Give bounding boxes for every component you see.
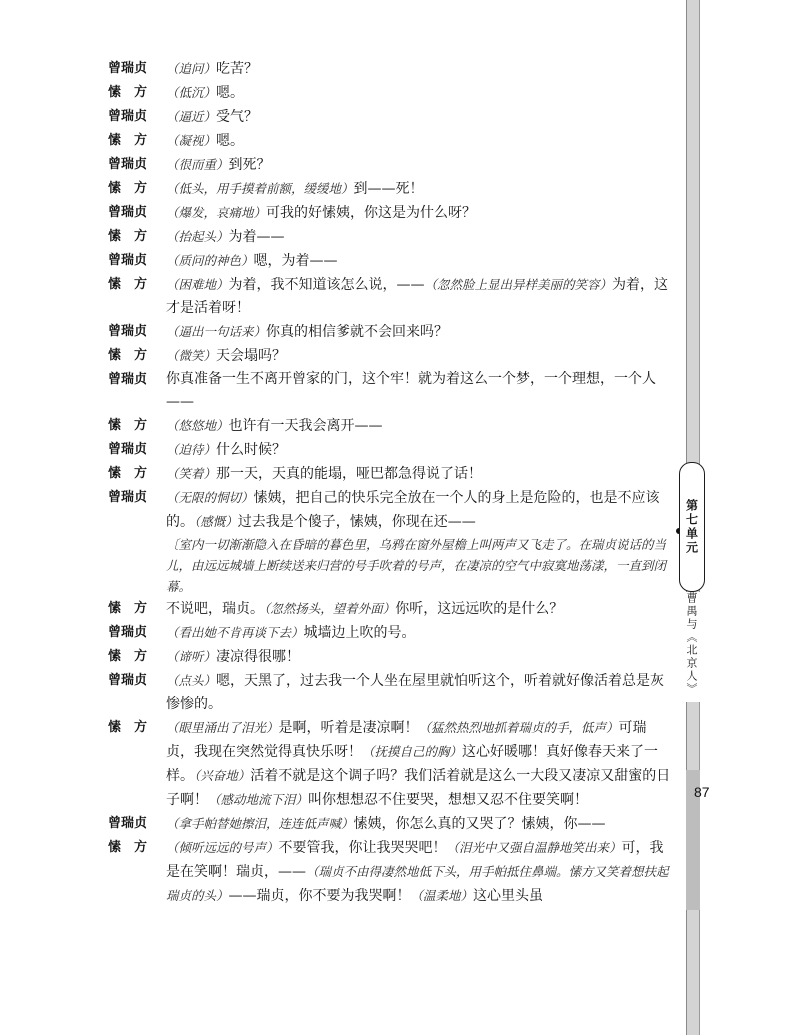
speech-text: 嗯，天黑了，过去我一个人坐在屋里就怕听这个，听着就好像活着总是灰惨惨的。: [166, 673, 665, 712]
page-number: 87: [694, 784, 710, 800]
speech: [166, 201, 673, 225]
speaker-name: 曾瑞贞: [108, 61, 148, 76]
stage-direction: （泪光中又强自温静地笑出来）: [446, 840, 622, 855]
dialogue-line: [108, 344, 673, 368]
speaker-name: 愫 方: [108, 348, 148, 363]
speech-text: 到死？: [228, 157, 271, 173]
speaker-name: 曾瑞贞: [108, 324, 148, 339]
chapter-tab: [679, 462, 705, 592]
stage-direction: （微笑）: [166, 348, 217, 363]
dialogue-line: [108, 716, 673, 812]
stage-direction: （无限的恫切）: [166, 490, 254, 505]
stage-direction: （低沉）: [166, 85, 217, 100]
stage-direction: （瑞贞不由得凄然地低下头，用手帕抵住鼻端。愫方又笑着想扶起瑞贞的头）: [166, 864, 669, 903]
stage-direction: （很而重）: [166, 157, 229, 172]
speech: [166, 129, 673, 153]
dialogue-line: [108, 669, 673, 716]
dialogue-line: [108, 177, 673, 201]
stage-direction: （忽然脸上显出异样美丽的笑容）: [424, 277, 613, 292]
speech-text: 到——死！: [353, 181, 424, 197]
speaker-name: 愫 方: [108, 466, 148, 481]
speech-text: 那一天，天真的能塌，哑巴都急得说了话！: [216, 466, 483, 482]
speech: [166, 836, 673, 908]
stage-direction: （谛听）: [166, 649, 217, 664]
speech-text: 受气？: [216, 109, 259, 125]
speech: [166, 105, 673, 129]
stage-direction: （兴奋地）: [194, 768, 251, 783]
dialogue-line: [108, 320, 673, 344]
speech: [166, 153, 673, 177]
speech-text: 为着，这才是活着呀！: [166, 277, 669, 316]
speaker-name: 愫 方: [108, 181, 148, 196]
speech: [166, 597, 673, 621]
dialogue-line: [108, 129, 673, 153]
stage-direction-paragraph: 〔室内一切渐渐隐入在昏暗的暮色里，乌鸦在窗外屋檐上叫两声又飞走了。在瑞贞说话的当儿，由远远城墙上断续送来归营的号手吹着的号声，在凄凉的空气中寂寞地荡漾，一直到闭幕。: [166, 537, 667, 594]
speaker-name: 曾瑞贞: [108, 673, 148, 688]
stage-direction: （质问的神色）: [166, 253, 254, 268]
speech: [166, 57, 673, 81]
dialogue-line: [108, 225, 673, 249]
speaker-name: 曾瑞贞: [108, 253, 148, 268]
speaker-name: 愫 方: [108, 649, 148, 664]
dialogue-line: [108, 812, 673, 836]
speech-text: 不要管我，你让我哭哭吧！: [278, 840, 447, 856]
speech: [166, 716, 673, 812]
speaker-name: 曾瑞贞: [108, 372, 148, 387]
stage-direction: （悠悠地）: [166, 418, 229, 433]
speech-text: 你真的相信爹就不会回来吗？: [266, 324, 449, 340]
speaker-name: 曾瑞贞: [108, 109, 148, 124]
dialogue-line: [108, 462, 673, 486]
dialogue-line: [108, 105, 673, 129]
speech: [166, 320, 673, 344]
stage-direction: （抚摸自己的胸）: [362, 744, 463, 759]
speech-text: 什么时候？: [216, 442, 287, 458]
speech-text: 活着不就是这个调子吗？我们活着就是这么一大段又凄凉又甜蜜的日子啊！: [166, 768, 671, 808]
speech-text: 是啊，听着是凄凉啊！: [278, 720, 419, 736]
speaker-name: 曾瑞贞: [108, 625, 148, 640]
stage-direction: （感动地流下泪）: [208, 792, 309, 807]
stage-direction: （困难地）: [166, 277, 229, 292]
speech-text: 你真准备一生不离开曾家的门，这个牢！就为着这么一个梦，一个理想，一个人——: [166, 371, 656, 410]
speech-text: 也许有一天我会离开——: [228, 418, 383, 434]
stage-direction: （忽然扬头，望着外面）: [264, 601, 396, 616]
speech-text: 这心里头虽: [473, 888, 544, 904]
speech: [166, 368, 673, 414]
speech: [166, 621, 673, 645]
speaker-name: 愫 方: [108, 418, 148, 433]
speaker-name: 愫 方: [108, 229, 148, 244]
speech-text: 凄凉得很哪！: [216, 649, 301, 665]
stage-direction: （笑着）: [166, 466, 217, 481]
speaker-name: 曾瑞贞: [108, 490, 148, 505]
speaker-name: 曾瑞贞: [108, 157, 148, 172]
stage-direction: （低头，用手摸着前额，缓缓地）: [166, 181, 354, 196]
running-title: [680, 592, 702, 702]
speech: [166, 414, 673, 438]
speech-text: 叫你想想忍不住要哭，想想又忍不住要笑啊！: [308, 792, 589, 808]
dialogue-line: [108, 81, 673, 105]
speech: [166, 812, 673, 836]
speech: [166, 249, 673, 273]
speaker-name: 愫 方: [108, 277, 148, 292]
speaker-name: 曾瑞贞: [108, 442, 148, 457]
speech: [166, 81, 673, 105]
stage-direction: （凝视）: [166, 133, 217, 148]
speech-text: 你听，这远远吹的是什么？: [395, 601, 564, 617]
dialogue-text: [108, 57, 673, 908]
speech-text: 嗯。: [216, 133, 245, 149]
dialogue-line: [108, 201, 673, 225]
dialogue-line: [108, 438, 673, 462]
speaker-name: 愫 方: [108, 601, 148, 616]
speaker-name: 曾瑞贞: [108, 816, 148, 831]
speech: [166, 344, 673, 368]
dialogue-line: [108, 414, 673, 438]
stage-direction: （逼出一句话来）: [166, 324, 267, 339]
stage-direction: （点头）: [166, 673, 217, 688]
speech-text: 嗯。: [216, 85, 245, 101]
stage-direction: （看出她不肯再谈下去）: [166, 625, 304, 640]
speech: [166, 177, 673, 201]
stage-direction: （爆发，哀痛地）: [166, 205, 267, 220]
speech-text: 可瑞贞，我现在突然觉得真快乐呀！: [166, 720, 647, 760]
speaker-name: 曾瑞贞: [108, 205, 148, 220]
stage-direction: （抬起头）: [166, 229, 229, 244]
speech-text: 愫姨，把自己的快乐完全放在一个人的身上是危险的，也是不应该的。: [166, 490, 660, 530]
dialogue-line: [108, 836, 673, 908]
stage-direction: （追问）: [166, 61, 217, 76]
dialogue-line: [108, 273, 673, 320]
speaker-name: 愫 方: [108, 720, 148, 735]
stage-direction: （倾听远远的号声）: [166, 840, 279, 855]
dialogue-line: [108, 153, 673, 177]
speech: [166, 645, 673, 669]
speech-text: 不说吧，瑞贞。: [166, 601, 264, 617]
speech-text: 这心好暖哪！真好像春天来了一样。: [166, 744, 659, 784]
stage-direction: （拿手帕替她擦泪，连连低声喊）: [166, 816, 354, 831]
speech: [166, 225, 673, 249]
dialogue-line: [108, 645, 673, 669]
speech-text: 为着——: [228, 229, 285, 245]
stage-direction: （逼近）: [166, 109, 217, 124]
speaker-name: 愫 方: [108, 85, 148, 100]
speech: [166, 462, 673, 486]
dialogue-line: [108, 597, 673, 621]
speech: [166, 438, 673, 462]
dialogue-line: [108, 249, 673, 273]
dialogue-line: [108, 486, 673, 534]
speech-text: ——瑞贞，你不要为我哭啊！: [228, 888, 411, 904]
speech-text: 为着，我不知道该怎么说，——: [228, 277, 425, 293]
speaker-name: 愫 方: [108, 133, 148, 148]
speech: [166, 273, 673, 320]
speech-text: 吃苦？: [216, 61, 259, 77]
dialogue-line: [108, 57, 673, 81]
stage-direction: （眼里涌出了泪光）: [166, 720, 279, 735]
speech-text: 可我的好愫姨，你这是为什么呀？: [266, 205, 477, 221]
stage-direction: （感慨）: [194, 514, 238, 529]
stage-direction: （猛然热烈地抓着瑞贞的手，低声）: [418, 720, 619, 735]
stage-direction: （迫待）: [166, 442, 217, 457]
speaker-name: 愫 方: [108, 840, 148, 855]
running-title-text: 曹禺与《北京人》: [685, 592, 698, 696]
speech: [166, 486, 673, 534]
speech: [166, 669, 673, 716]
speech-text: 天会塌吗？: [216, 348, 287, 364]
dialogue-line: [108, 368, 673, 414]
chapter-label: 第七单元: [684, 499, 699, 555]
speech-text: 过去我是个傻子，愫姨，你现在还——: [237, 514, 476, 530]
speech-text: 可，我是在笑啊！瑞贞，——: [166, 840, 664, 880]
dialogue-line: [108, 621, 673, 645]
speech-text: 嗯，为着——: [253, 253, 338, 269]
stage-direction: （温柔地）: [410, 888, 474, 903]
speech-text: 愫姨，你怎么真的又哭了？愫姨，你——: [353, 816, 606, 832]
speech-text: 城墙边上吹的号。: [303, 625, 416, 641]
